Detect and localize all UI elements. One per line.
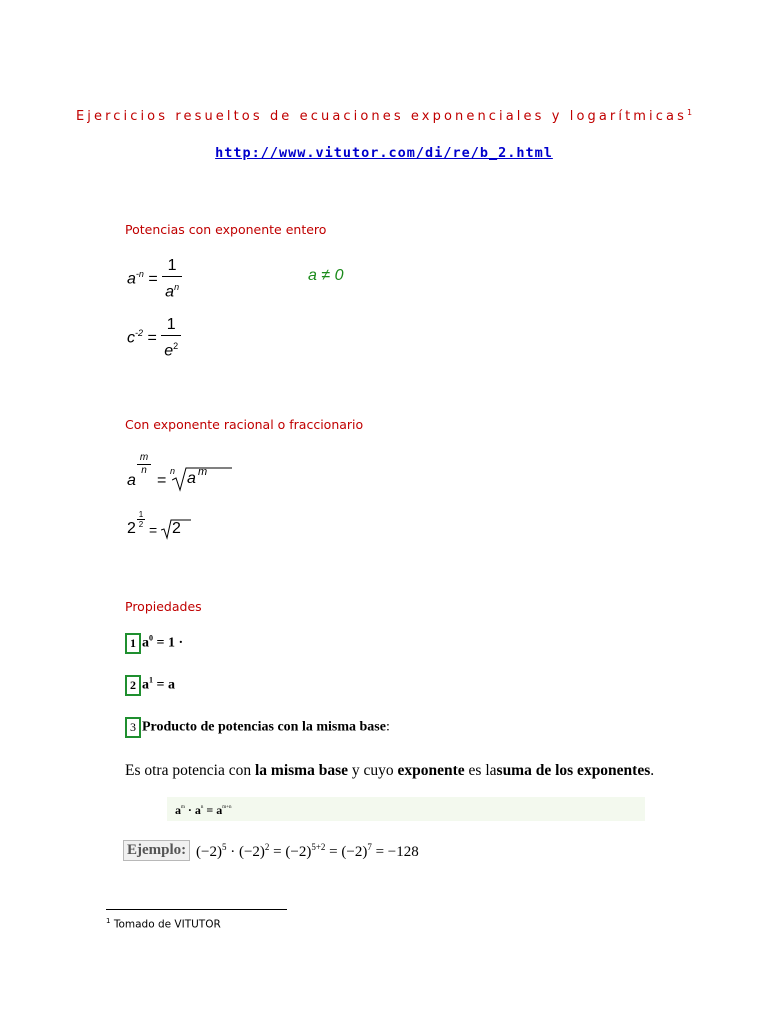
formula-negative-exponent-example: $c^{-2}$ = $\frac{1}{e^2}$ [127, 315, 181, 361]
formula-square-root: 2 1 2 = 2 [127, 510, 207, 542]
property-number-badge: 3 [125, 717, 141, 738]
nonzero-condition: a ≠ 0 [308, 267, 344, 284]
document-title: Ejercicios resueltos de ecuaciones exponenciales y logarítmicas$^1$ [75, 108, 693, 124]
footnote: $^1$ Tomado de VITUTOR [106, 917, 221, 931]
property-3: 3 Producto de potencias con la misma base: [125, 717, 390, 738]
formula-highlight [167, 797, 645, 821]
formula-rational-exponent: a m n = n a m [127, 452, 247, 492]
section-heading-entero: Potencias con exponente entero [125, 222, 327, 237]
product-rule-formula: $a^m \cdot a^n = a^{m+n}$ [175, 803, 232, 817]
section-heading-propiedades: Propiedades [125, 599, 202, 614]
example-label: Ejemplo: [123, 840, 190, 861]
property-2: 2 $a^1 = a$ [125, 675, 175, 696]
section-heading-racional: Con exponente racional o fraccionario [125, 417, 364, 432]
example-expression: $(-2)^5 \cdot (-2)^2 = (-2)^{5+2} = (-2)^7 = -128$ [196, 842, 419, 860]
product-rule-explanation: Es otra potencia con la misma base y cuyo exponente es lasuma de los exponentes. [125, 762, 655, 779]
footnote-reference: 1 [686, 108, 693, 117]
footnote-separator [106, 909, 287, 910]
formula-negative-exponent: $a^{-n}$ = $\frac{1}{a^n}$ [127, 256, 182, 302]
property-number-badge: 1 [125, 633, 141, 654]
source-link[interactable]: http://www.vitutor.com/di/re/b_2.html [215, 145, 553, 161]
property-1: 1 $a^0 = 1$ · [125, 633, 183, 654]
property-number-badge: 2 [125, 675, 141, 696]
